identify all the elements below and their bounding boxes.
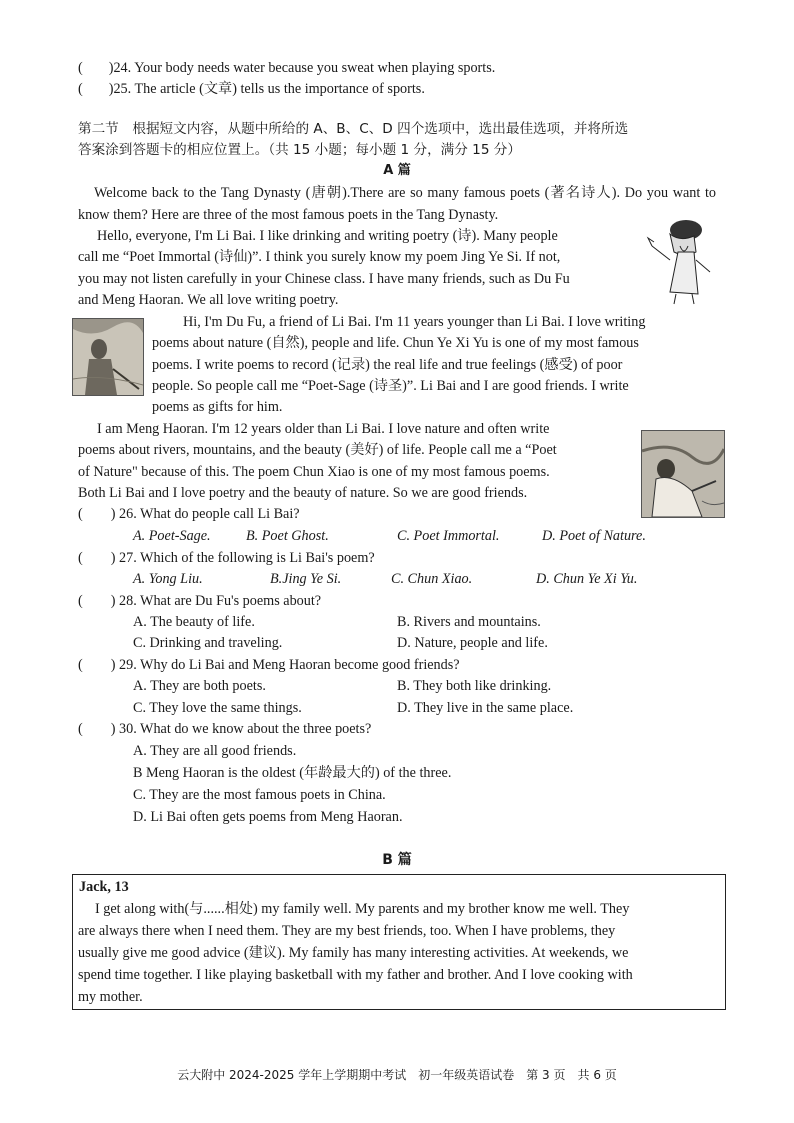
option-a[interactable]: A. They are all good friends.: [133, 743, 297, 759]
li-bai-line: Hello, everyone, I'm Li Bai. I like drinking and writing poetry (诗). Many people: [97, 228, 558, 244]
option-d[interactable]: D. Poet of Nature.: [542, 528, 646, 544]
option-c[interactable]: C. They love the same things.: [133, 700, 302, 716]
option-c[interactable]: C. They are the most famous poets in China.: [133, 787, 386, 803]
du-fu-illustration: [72, 318, 144, 396]
option-c[interactable]: C. Poet Immortal.: [397, 528, 500, 544]
option-c[interactable]: C. Drinking and traveling.: [133, 635, 283, 651]
passage-b-line: my mother.: [78, 989, 143, 1005]
du-fu-line: Hi, I'm Du Fu, a friend of Li Bai. I'm 11 years younger than Li Bai. I love writing: [183, 314, 646, 330]
question-29: ( ) 29. Why do Li Bai and Meng Haoran become good friends?: [78, 657, 460, 673]
li-bai-line: call me “Poet Immortal (诗仙)”. I think you surely know my poem Jing Ye Si. If not,: [78, 249, 561, 265]
meng-haoran-illustration: [641, 430, 725, 518]
option-c[interactable]: C. Chun Xiao.: [391, 571, 473, 587]
page-footer: 云大附中 2024-2025 学年上学期期中考试 初一年级英语试卷 第 3 页 共 6 页: [177, 1068, 617, 1082]
li-bai-illustration: [640, 212, 720, 306]
passage-a-intro: Welcome back to the Tang Dynasty (唐朝).There are so many famous poets (著名诗人). Do you want to know them? Here are three of the most famous poets in the Tang Dynasty.: [78, 185, 716, 223]
passage-b-line: I get along with(与......相处) my family well. My parents and my brother know me well. They: [95, 901, 630, 917]
meng-haoran-line: Both Li Bai and I love poetry and the beauty of nature. So we are good friends.: [78, 485, 528, 501]
option-b[interactable]: B. Rivers and mountains.: [397, 614, 541, 630]
passage-a-title: A 篇: [383, 163, 411, 178]
question-text: Your body needs water because you sweat when playing sports.: [134, 60, 496, 76]
section-instructions-line2: 答案涂到答题卡的相应位置上。（共 15 小题；每小题 1 分，满分 15 分）: [78, 142, 521, 158]
answer-paren[interactable]: (: [78, 593, 83, 609]
option-a[interactable]: A. Poet-Sage.: [133, 528, 211, 544]
li-bai-line: and Meng Haoran. We all love writing poetry.: [78, 292, 339, 308]
option-d[interactable]: D. Li Bai often gets poems from Meng Haoran.: [133, 809, 403, 825]
option-d[interactable]: D. Nature, people and life.: [397, 635, 548, 651]
option-b[interactable]: B Meng Haoran is the oldest (年龄最大的) of the three.: [133, 765, 452, 781]
passage-b-line: are always there when I need them. They are my best friends, too. When I have problems, they: [78, 923, 616, 939]
answer-paren[interactable]: (: [78, 550, 83, 566]
option-a[interactable]: A. Yong Liu.: [133, 571, 203, 587]
section-instructions-line1: 第二节 根据短文内容，从题中所给的 A、B、C、D 四个选项中，选出最佳选项，并将所选: [78, 121, 629, 137]
question-30: ( ) 30. What do we know about the three poets?: [78, 721, 372, 737]
option-a[interactable]: A. They are both poets.: [133, 678, 266, 694]
question-26: ( ) 26. What do people call Li Bai?: [78, 506, 300, 522]
question-text: The article (文章) tells us the importance of sports.: [134, 81, 425, 97]
question-24: ( )24. Your body needs water because you sweat when playing sports.: [78, 60, 496, 76]
question-25: ( )25. The article (文章) tells us the importance of sports.: [78, 81, 425, 97]
du-fu-line: poems as gifts for him.: [152, 399, 283, 415]
meng-haoran-line: poems about rivers, mountains, and the beauty (美好) of life. People call me a “Poet: [78, 442, 557, 458]
option-b[interactable]: B. Poet Ghost.: [246, 528, 329, 544]
option-a[interactable]: A. The beauty of life.: [133, 614, 255, 630]
du-fu-line: people. So people call me “Poet-Sage (诗圣)”. Li Bai and I are good friends. I write: [152, 378, 629, 394]
passage-b-box-title: Jack, 13: [79, 879, 129, 895]
option-b[interactable]: B. They both like drinking.: [397, 678, 552, 694]
option-d[interactable]: D. Chun Ye Xi Yu.: [536, 571, 638, 587]
passage-b-line: spend time together. I like playing basketball with my father and brother. And I love cooking with: [78, 967, 633, 983]
du-fu-line: poems. I write poems to record (记录) the real life and true feelings (感受) of poor: [152, 357, 623, 373]
question-27: ( ) 27. Which of the following is Li Bai's poem?: [78, 550, 375, 566]
passage-b-line: usually give me good advice (建议). My family has many interesting activities. At weekends, we: [78, 945, 629, 961]
du-fu-line: poems about nature (自然), people and life. Chun Ye Xi Yu is one of my most famous: [152, 335, 639, 351]
passage-b-box: [72, 874, 726, 1010]
answer-paren[interactable]: (: [78, 506, 83, 522]
question-28: ( ) 28. What are Du Fu's poems about?: [78, 593, 322, 609]
meng-haoran-line: of Nature" because of this. The poem Chun Xiao is one of my most famous poems.: [78, 464, 550, 480]
answer-paren[interactable]: (: [78, 60, 83, 76]
answer-paren[interactable]: (: [78, 81, 83, 97]
option-d[interactable]: D. They live in the same place.: [397, 700, 574, 716]
li-bai-line: you may not listen carefully in your Chinese class. I have many friends, such as Du Fu: [78, 271, 570, 287]
passage-b-title: B 篇: [382, 852, 412, 868]
meng-haoran-line: I am Meng Haoran. I'm 12 years older than Li Bai. I love nature and often write: [97, 421, 550, 437]
answer-paren[interactable]: (: [78, 721, 83, 737]
answer-paren[interactable]: (: [78, 657, 83, 673]
option-b[interactable]: B.Jing Ye Si.: [270, 571, 342, 587]
